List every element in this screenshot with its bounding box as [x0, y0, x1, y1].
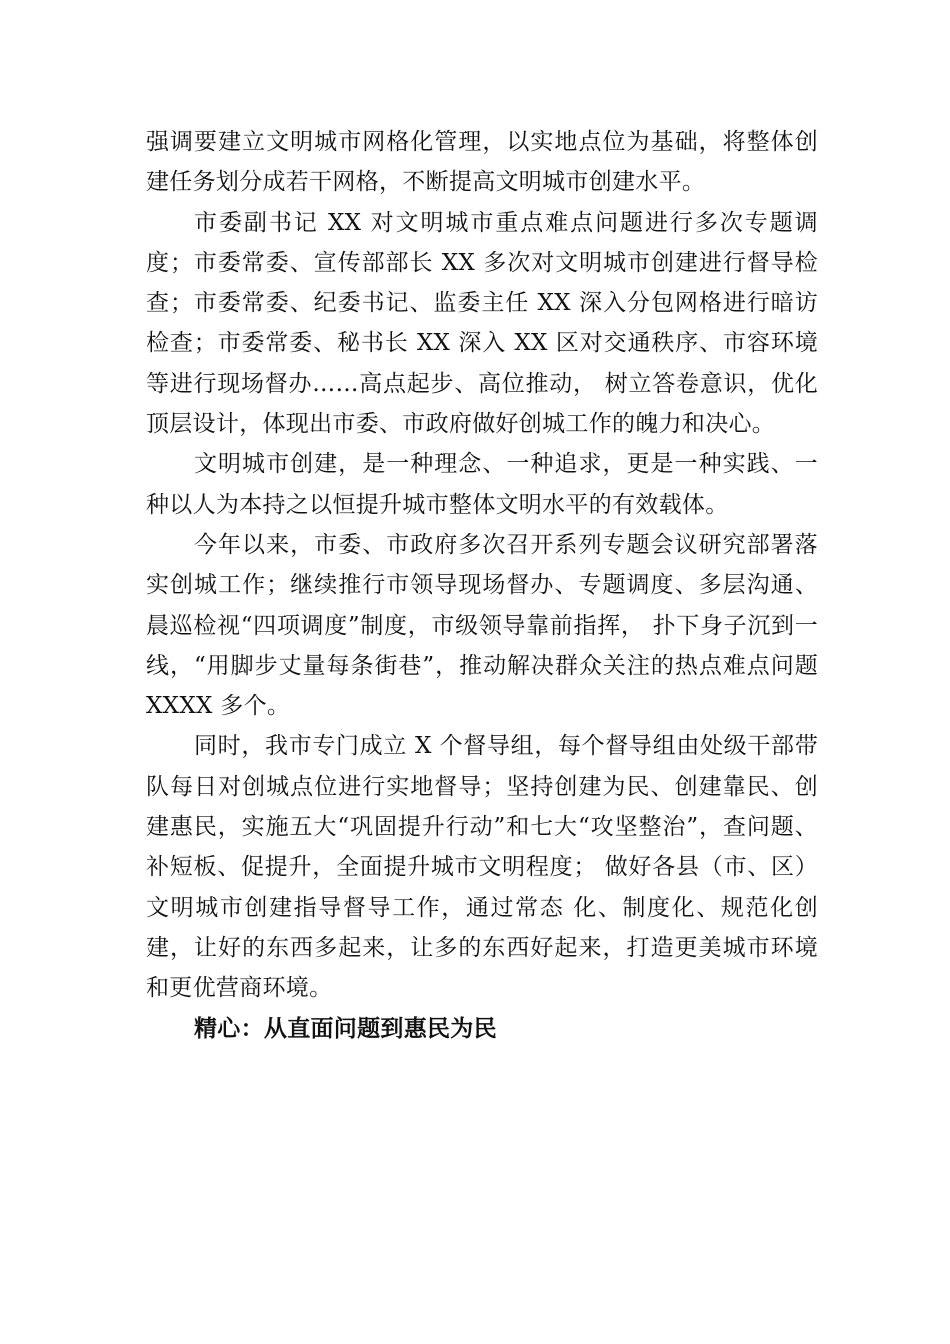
document-body	[146, 122, 818, 1049]
paragraph-civilization-concept: 文明城市创建，是一种理念、一种追求，更是一种实践、一种以人为本持之以恒提升城市整体文明水平的有效载体。	[146, 451, 818, 518]
paragraph-this-year-meetings: 今年以来，市委、市政府多次召开系列专题会议研究部署落实创城工作；继续推行市领导现场督办、专题调度、多层沟通、晨巡检视“四项调度”制度，市级领导靠前指挥， 扑下身子沉到一线，“用脚步丈量每条街巷”，推动解决群众关注的热点难点问题 XXXX 多个。	[146, 531, 818, 720]
paragraph-continuation: 强调要建立文明城市网格化管理，以实地点位为基础，将整体创建任务划分成若干网格，不断提高文明城市创建水平。	[146, 129, 818, 196]
paragraph-supervision-groups: 同时，我市专门成立 X 个督导组，每个督导组由处级干部带队每日对创城点位进行实地督导；坚持创建为民、创建靠民、创建惠民，实施五大“巩固提升行动”和七大“攻坚整治”，查问题、补短板、促提升，全面提升城市文明程度； 做好各县（市、区）文明城市创建指导督导工作，通过常态 化、制度化、规范化创建，让好的东西多起来，让多的东西好起来，打造更美城市环境和更优营商环境。	[146, 733, 818, 1002]
paragraph-leaders-scheduling: 市委副书记 XX 对文明城市重点难点问题进行多次专题调度；市委常委、宣传部部长 XX 多次对文明城市创建进行督导检查；市委常委、纪委书记、监委主任 XX 深入分包网格进行暗访检查；市委常委、秘书长 XX 深入 XX 区对交通秩序、市容环境等进行现场督办……高点起步、高位推动， 树立答卷意识，优化顶层设计，体现出市委、市政府做好创城工作的魄力和决心。	[146, 209, 818, 438]
section-heading: 精心：从直面问题到惠民为民	[194, 1014, 497, 1042]
